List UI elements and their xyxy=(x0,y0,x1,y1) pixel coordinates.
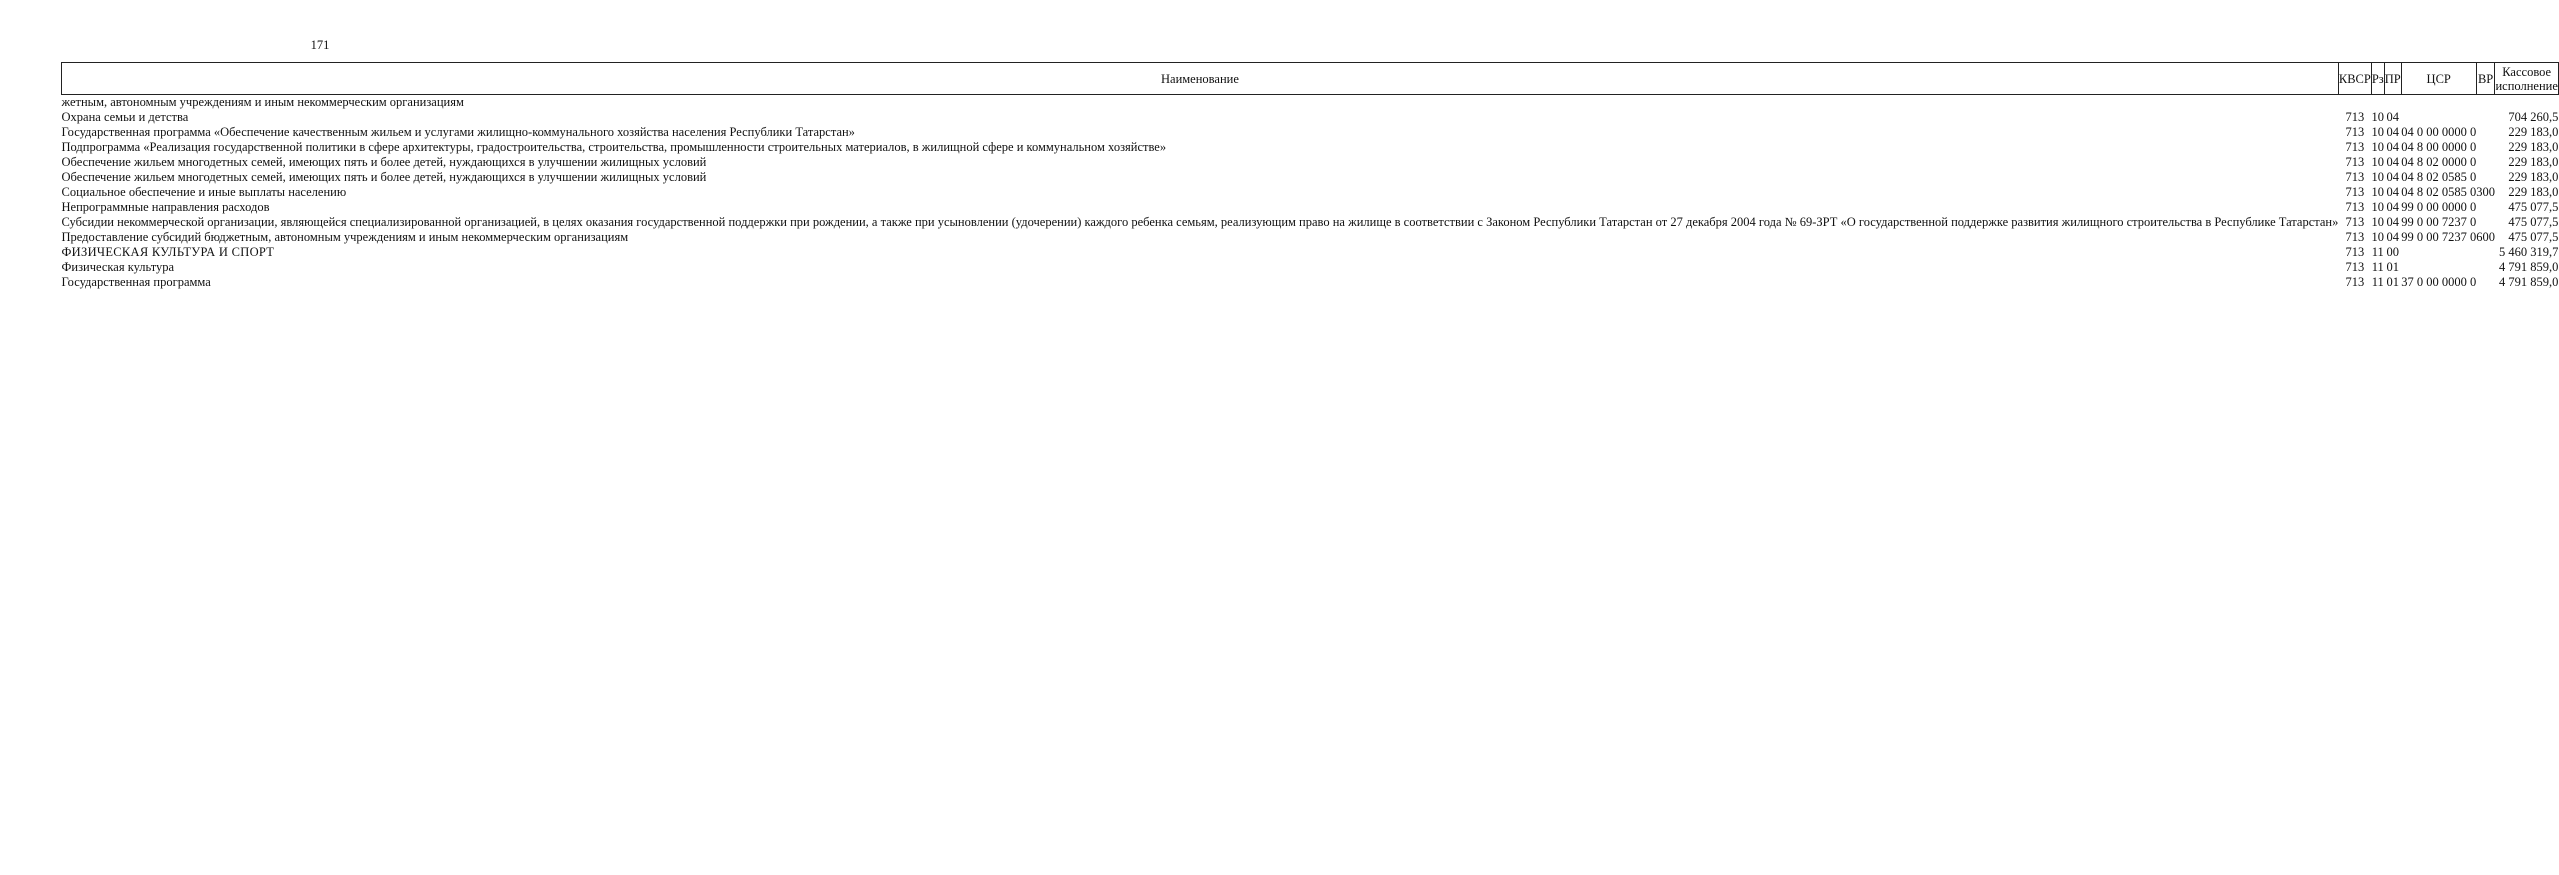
row-pr: 01 xyxy=(2386,275,2399,289)
row-name: Охрана семьи и детства xyxy=(61,110,189,124)
table-body xyxy=(62,95,2559,291)
row-kvsr: 713 xyxy=(2345,230,2365,244)
row-pr: 04 xyxy=(2386,230,2399,244)
row-name: Предоставление субсидий бюджетным, автономным учреждениям и иным некоммерческим организациям xyxy=(61,230,629,244)
table-row xyxy=(62,260,2559,275)
table-header xyxy=(62,63,2559,95)
row-kvsr: 713 xyxy=(2345,170,2365,184)
row-kvsr: 713 xyxy=(2345,140,2365,154)
header-pr: ПР xyxy=(2384,63,2401,95)
row-kvsr: 713 xyxy=(2345,125,2365,139)
table-row xyxy=(62,215,2559,230)
row-vr xyxy=(2476,140,2495,155)
row-amount: 475 077,5 xyxy=(2508,230,2559,244)
table-row xyxy=(62,245,2559,260)
row-csr: 04 8 00 0000 0 xyxy=(2401,140,2477,154)
row-kvsr: 713 xyxy=(2345,245,2365,259)
row-amount: 229 183,0 xyxy=(2508,155,2559,169)
row-rz: 10 xyxy=(2371,110,2385,124)
row-csr: 04 0 00 0000 0 xyxy=(2401,125,2477,139)
row-csr xyxy=(2401,110,2476,125)
row-kvsr xyxy=(2338,95,2371,111)
table-row xyxy=(62,125,2559,140)
row-rz: 11 xyxy=(2371,275,2384,289)
row-amount xyxy=(2495,95,2558,111)
row-kvsr: 713 xyxy=(2345,215,2365,229)
row-kvsr: 713 xyxy=(2345,155,2365,169)
row-amount: 475 077,5 xyxy=(2508,215,2559,229)
row-pr: 00 xyxy=(2386,245,2399,259)
row-vr: 300 xyxy=(2476,185,2495,199)
row-vr xyxy=(2476,275,2495,290)
row-rz: 11 xyxy=(2371,260,2384,274)
row-rz: 10 xyxy=(2371,200,2385,214)
row-amount: 4 791 859,0 xyxy=(2499,275,2559,289)
row-name: Непрограммные направления расходов xyxy=(61,200,270,214)
row-pr: 04 xyxy=(2386,155,2399,169)
row-name: Государственная программа xyxy=(61,275,211,289)
header-csr: ЦСР xyxy=(2401,63,2476,95)
row-name: ФИЗИЧЕСКАЯ КУЛЬТУРА И СПОРТ xyxy=(61,245,275,259)
row-pr xyxy=(2384,95,2401,111)
row-vr xyxy=(2476,155,2495,170)
row-amount: 5 460 319,7 xyxy=(2499,245,2559,259)
row-vr xyxy=(2476,95,2495,111)
row-pr: 04 xyxy=(2386,215,2399,229)
table-row xyxy=(62,110,2559,125)
table-row xyxy=(62,140,2559,155)
row-rz xyxy=(2371,95,2384,111)
header-rz: Рз xyxy=(2371,63,2384,95)
table-row xyxy=(62,95,2559,111)
row-rz: 10 xyxy=(2371,170,2385,184)
table-row xyxy=(62,275,2559,290)
row-name: Государственная программа «Обеспечение качественным жильем и услугами жилищно-коммунального хозяйства населения Республики Татарстан» xyxy=(61,125,855,139)
row-rz: 10 xyxy=(2371,185,2385,199)
row-pr: 04 xyxy=(2386,170,2399,184)
row-csr: 99 0 00 7237 0 xyxy=(2401,230,2477,244)
row-rz: 11 xyxy=(2371,245,2384,259)
row-amount: 229 183,0 xyxy=(2508,140,2559,154)
header-vr: ВР xyxy=(2476,63,2495,95)
table-row xyxy=(62,200,2559,215)
row-rz: 10 xyxy=(2371,230,2385,244)
row-name: Обеспечение жильем многодетных семей, имеющих пять и более детей, нуждающихся в улучшении жилищных условий xyxy=(61,155,707,169)
table-row xyxy=(62,185,2559,200)
row-name: жетным, автономным учреждениям и иным некоммерческим организациям xyxy=(61,95,464,109)
row-amount: 229 183,0 xyxy=(2508,125,2559,139)
row-name: Социальное обеспечение и иные выплаты населению xyxy=(61,185,347,199)
row-kvsr: 713 xyxy=(2345,200,2365,214)
row-pr: 04 xyxy=(2386,200,2399,214)
header-cash-execution: Кассовое исполнение xyxy=(2495,64,2558,93)
row-amount: 229 183,0 xyxy=(2508,185,2559,199)
row-pr: 04 xyxy=(2386,110,2399,124)
header-name: Наименование xyxy=(62,63,2339,95)
row-vr xyxy=(2476,260,2495,275)
row-pr: 01 xyxy=(2386,260,2399,274)
row-name: Обеспечение жильем многодетных семей, имеющих пять и более детей, нуждающихся в улучшении жилищных условий xyxy=(61,170,707,184)
row-rz: 10 xyxy=(2371,140,2385,154)
row-vr xyxy=(2476,245,2495,260)
row-amount: 475 077,5 xyxy=(2508,200,2559,214)
row-vr xyxy=(2476,170,2495,185)
row-vr xyxy=(2476,125,2495,140)
row-pr: 04 xyxy=(2386,185,2399,199)
row-kvsr: 713 xyxy=(2345,275,2365,289)
row-rz: 10 xyxy=(2371,125,2385,139)
table-row xyxy=(62,230,2559,245)
row-name: Подпрограмма «Реализация государственной политики в сфере архитектуры, градостроительства, строительства, промышленности строительных материалов, в жилищной сфере и коммунальном хозяйстве» xyxy=(61,140,1167,154)
row-vr xyxy=(2476,215,2495,230)
header-kvsr: КВСР xyxy=(2338,63,2371,95)
row-csr: 04 8 02 0585 0 xyxy=(2401,170,2477,184)
row-amount: 704 260,5 xyxy=(2508,110,2559,124)
table-row xyxy=(62,170,2559,185)
row-vr xyxy=(2476,110,2495,125)
row-csr: 37 0 00 0000 0 xyxy=(2401,275,2477,289)
row-kvsr: 713 xyxy=(2345,185,2365,199)
row-vr xyxy=(2476,200,2495,215)
row-csr: 04 8 02 0000 0 xyxy=(2401,155,2477,169)
row-csr: 99 0 00 7237 0 xyxy=(2401,215,2477,229)
budget-table xyxy=(61,62,2559,290)
row-name: Физическая культура xyxy=(61,260,175,274)
row-kvsr: 713 xyxy=(2345,260,2365,274)
row-pr: 04 xyxy=(2386,140,2399,154)
row-csr xyxy=(2401,95,2476,111)
row-kvsr: 713 xyxy=(2345,110,2365,124)
page-number: 171 xyxy=(310,38,330,52)
row-pr: 04 xyxy=(2386,125,2399,139)
row-rz: 10 xyxy=(2371,215,2385,229)
row-csr: 99 0 00 0000 0 xyxy=(2401,200,2477,214)
row-rz: 10 xyxy=(2371,155,2385,169)
row-csr: 04 8 02 0585 0 xyxy=(2401,185,2477,199)
row-csr xyxy=(2401,260,2476,275)
row-amount: 4 791 859,0 xyxy=(2499,260,2559,274)
row-name: Субсидии некоммерческой организации, являющейся специализированной организацией, в целях оказания государственной поддержки при рождении, а также при усыновлении (удочерении) каждого ребенка семьям, реализующим право на жилище в соответствии с Законом Республики Татарстан от 27 декабря 2004 года № 69-ЗРТ «О государственной поддержке развития жилищного строительства в Республике Татарстан» xyxy=(61,215,2339,229)
row-vr: 600 xyxy=(2476,230,2495,244)
table-row xyxy=(62,155,2559,170)
row-amount: 229 183,0 xyxy=(2508,170,2559,184)
row-csr xyxy=(2401,245,2476,260)
